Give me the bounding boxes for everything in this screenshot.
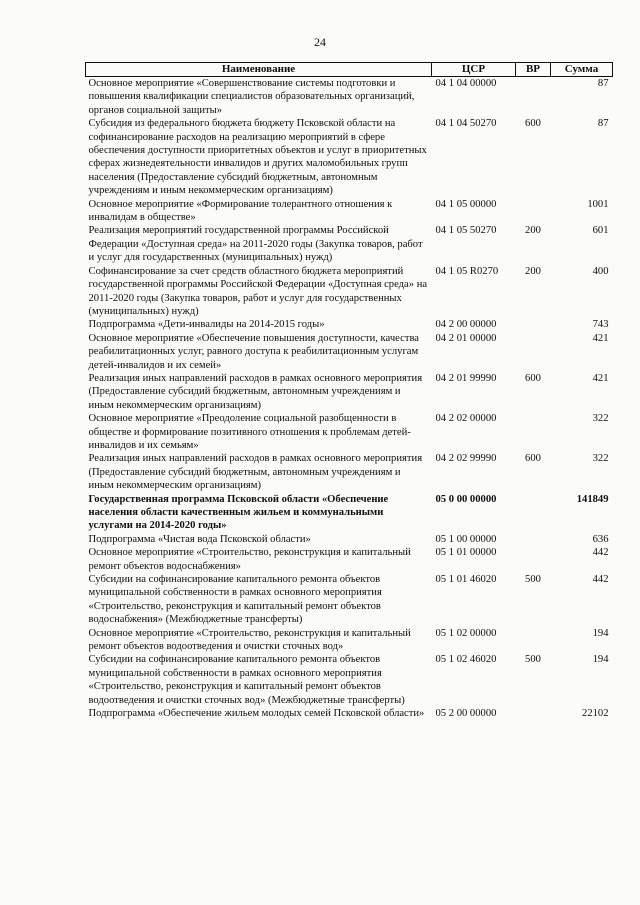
row-csr: 04 1 05 00000 [435,198,497,210]
table-row [86,318,613,331]
row-name: Субсидии на софинансирование капитального ремонта объектов муниципальной собственности в рамках основного мероприятия «Строительство, реконструкция и капитальный ремонт объектов водоснабжения» (Межбюджетные трансферты) [88,574,382,626]
row-sum: 400 [592,265,609,277]
row-sum: 421 [592,332,609,344]
row-sum: 442 [592,574,609,586]
row-name: Реализация иных направлений расходов в рамках основного мероприятия (Предоставление субсидий бюджетным, автономным учреждениям и иным некоммерческим организациям) [88,372,423,411]
row-name: Основное мероприятие «Совершенствование системы подготовки и повышения квалификации специалистов образовательных организаций, органов социальной защиты» [86,77,432,118]
row-sum: 322 [592,413,609,425]
row-csr: 04 2 02 99990 [435,453,497,465]
row-vr [516,77,551,118]
table-row [86,533,613,546]
row-sum: 194 [592,654,609,666]
row-csr: 04 1 05 R0270 [435,265,499,277]
table-row [86,707,613,720]
row-csr: 04 1 04 00000 [432,77,516,118]
table-body [86,77,613,721]
row-sum: 87 [551,77,613,118]
row-sum: 442 [592,547,609,559]
table-row [86,452,613,492]
row-vr [516,493,551,533]
table-row [86,198,613,225]
row-sum: 1001 [587,198,609,210]
row-vr: 600 [525,453,541,465]
row-csr: 04 2 00 00000 [435,319,497,331]
row-vr: 500 [525,654,541,666]
row-name: Реализация иных направлений расходов в рамках основного мероприятия (Предоставление субсидий бюджетным, автономным учреждениям и иным некоммерческим организациям) [88,453,423,492]
table-row [86,224,613,264]
row-name: Подпрограмма «Обеспечение жильем молодых семей Псковской области» [88,708,425,720]
row-csr: 04 1 05 50270 [435,225,497,237]
row-vr [516,546,551,573]
row-name: Субсидии на софинансирование капитального ремонта объектов муниципальной собственности в рамках основного мероприятия «Строительство, реконструкция и капитальный ремонт объектов водоотведения и очистки сточных вод» (Межбюджетные трансферты) [88,654,405,706]
table-row [86,332,613,372]
row-csr: 04 2 02 00000 [435,413,497,425]
row-csr: 05 1 01 46020 [435,574,497,586]
row-sum: 322 [592,453,609,465]
table-row [86,372,613,412]
row-csr: 05 2 00 00000 [435,708,497,720]
row-vr [516,707,551,720]
row-vr [516,627,551,654]
header-sum: Сумма [551,63,613,77]
row-csr: 04 2 01 99990 [435,372,497,384]
table-row [86,493,613,533]
row-name: Основное мероприятие «Строительство, реконструкция и капитальный ремонт объектов водоснабжения» [88,547,411,572]
table-row [86,546,613,573]
row-name: Основное мероприятие «Преодоление социальной разобщенности в обществе и формирование позитивного отношения к проблемам детей-инвалидов и их семьям» [88,413,411,451]
table-row [86,77,613,118]
row-name: Реализация мероприятий государственной программы Российской Федерации «Доступная среда» на 2011-2020 годы (Закупка товаров, работ и услуг для государственных (муниципальных) нужд) [88,225,423,264]
row-name: Подпрограмма «Чистая вода Псковской области» [88,533,311,545]
row-vr: 500 [525,574,541,586]
row-csr: 05 1 02 46020 [435,654,497,666]
budget-table [85,62,613,721]
row-name: Основное мероприятие «Обеспечение повышения доступности, качества реабилитационных услуг, равного доступа к реабилитационным услугам детей-инвалидов и их семей» [88,332,420,371]
row-name: Софинансирование за счет средств областного бюджета мероприятий государственной программы Российской Федерации «Доступная среда» на 2011-2020 годы (Закупка товаров, работ и услуг для государственных (муниципальных) нужд) [88,265,428,317]
row-sum: 601 [592,225,609,237]
table-header [86,63,613,77]
row-vr: 200 [525,225,541,237]
row-vr [516,318,551,331]
row-name: Основное мероприятие «Строительство, реконструкция и капитальный ремонт объектов водоотведения и очистки сточных вод» [88,627,411,653]
row-sum: 421 [592,372,609,384]
row-vr: 200 [525,265,541,277]
row-vr [516,332,551,372]
row-sum: 636 [592,533,609,545]
row-vr: 600 [525,118,541,130]
row-csr: 05 1 02 00000 [435,627,497,639]
row-name: Субсидия из федерального бюджета бюджету Псковской области на софинансирование расходов на реализацию мероприятий в сфере обеспечения доступности приоритетных объектов и услуг в приоритетных сферах жизнедеятельности инвалидов и других маломобильных групп населения (Предоставление субсидий бюджетным, автономным учреждениям и иным некоммерческим организациям) [88,118,427,197]
row-csr: 04 2 01 00000 [435,332,497,344]
row-csr: 05 1 00 00000 [435,533,497,545]
row-csr: 04 1 04 50270 [435,118,497,130]
row-sum: 22102 [582,708,609,720]
header-name: Наименование [86,63,432,77]
table-row [86,265,613,319]
row-sum: 141849 [576,493,609,505]
row-sum: 87 [597,118,609,130]
row-csr: 05 1 01 00000 [435,547,497,559]
table-row [86,573,613,627]
row-csr: 05 0 00 00000 [435,493,497,505]
table-row [86,627,613,654]
row-vr [516,533,551,546]
row-name: Основное мероприятие «Формирование толерантного отношения к инвалидам в обществе» [88,198,393,224]
table-row [86,653,613,707]
row-vr [516,412,551,452]
header-vr: ВР [516,63,551,77]
table-row [86,412,613,452]
header-csr: ЦСР [432,63,516,77]
page-number: 24 [314,35,326,49]
row-sum: 194 [592,627,609,639]
table-row [86,117,613,197]
row-vr [516,198,551,225]
row-sum: 743 [592,319,609,331]
row-vr: 600 [525,372,541,384]
row-name: Подпрограмма «Дети-инвалиды на 2014-2015 годы» [88,319,325,331]
row-name: Государственная программа Псковской области «Обеспечение населения области качественным жильем и коммунальными услугами на 2014-2020 годы» [88,493,389,532]
